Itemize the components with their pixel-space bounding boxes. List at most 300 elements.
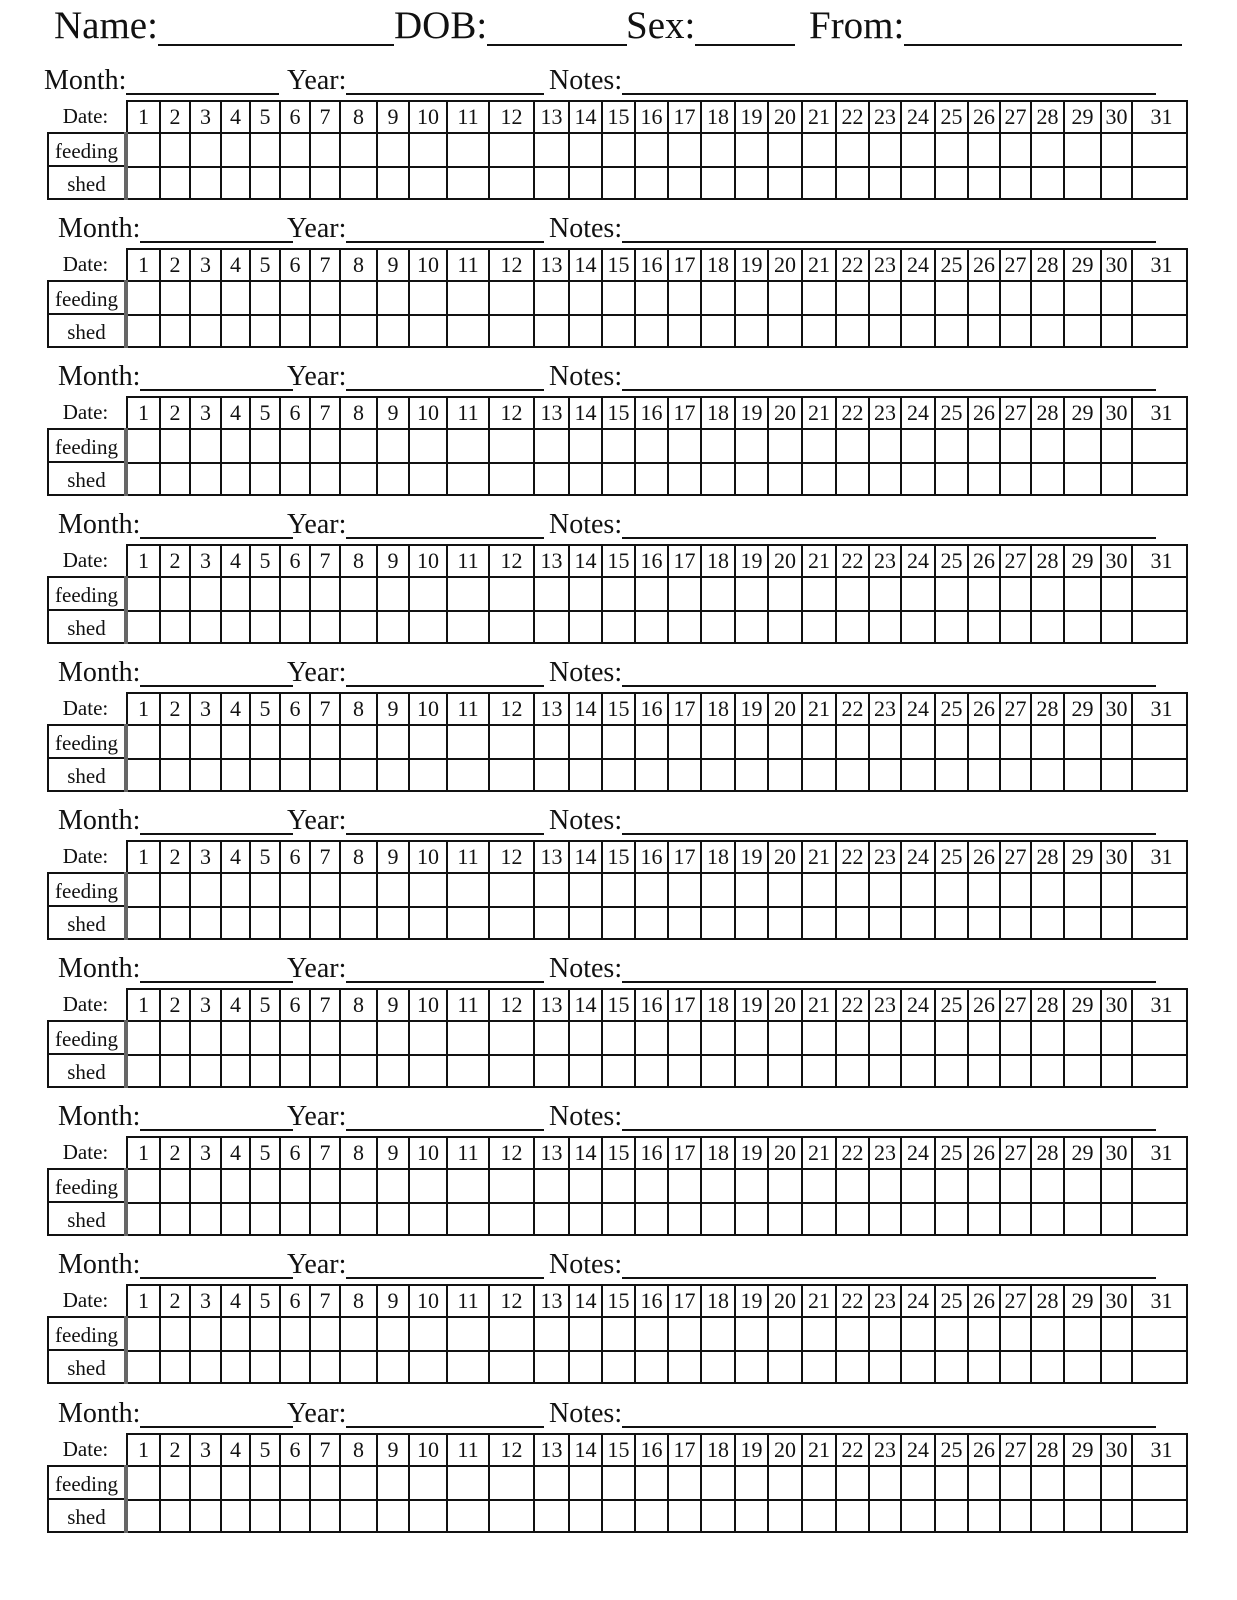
feeding-cell[interactable]: [902, 1170, 936, 1202]
shed-cell[interactable]: [837, 908, 870, 938]
from-field[interactable]: [809, 2, 1182, 48]
feeding-cell[interactable]: [378, 1318, 410, 1350]
feeding-cell[interactable]: [603, 1022, 636, 1054]
feeding-cell[interactable]: [1001, 1318, 1032, 1350]
shed-cell[interactable]: [128, 760, 161, 790]
feeding-cell[interactable]: [936, 578, 969, 610]
feeding-cell[interactable]: [969, 282, 1001, 314]
feeding-cell[interactable]: [410, 1467, 448, 1499]
feeding-cell[interactable]: [1065, 282, 1102, 314]
shed-cell[interactable]: [603, 1501, 636, 1531]
shed-cell[interactable]: [1001, 1501, 1032, 1531]
feeding-cell[interactable]: [1102, 726, 1133, 758]
shed-cell[interactable]: [669, 464, 702, 494]
shed-cell[interactable]: [161, 760, 191, 790]
shed-cell[interactable]: [669, 1352, 702, 1382]
feeding-cell[interactable]: [378, 134, 410, 166]
shed-cell[interactable]: [702, 760, 736, 790]
shed-cell[interactable]: [161, 168, 191, 198]
shed-cell[interactable]: [803, 168, 837, 198]
shed-cell[interactable]: [870, 1056, 902, 1086]
feeding-cell[interactable]: [902, 726, 936, 758]
feeding-cell[interactable]: [128, 726, 161, 758]
feeding-cell[interactable]: [837, 726, 870, 758]
feeding-cell[interactable]: [636, 578, 669, 610]
month-field[interactable]: [58, 210, 293, 245]
feeding-cell[interactable]: [490, 1318, 535, 1350]
feeding-cell[interactable]: [341, 726, 378, 758]
feeding-cell[interactable]: [161, 134, 191, 166]
shed-cell[interactable]: [410, 1352, 448, 1382]
feeding-cell[interactable]: [251, 874, 281, 906]
feeding-cell[interactable]: [410, 1170, 448, 1202]
feeding-cell[interactable]: [191, 282, 222, 314]
shed-cell[interactable]: [378, 168, 410, 198]
feeding-cell[interactable]: [570, 578, 603, 610]
shed-cell[interactable]: [251, 1056, 281, 1086]
feeding-cell[interactable]: [535, 1467, 570, 1499]
month-field[interactable]: [58, 654, 293, 689]
feeding-cell[interactable]: [378, 430, 410, 462]
feeding-cell[interactable]: [936, 1170, 969, 1202]
shed-cell[interactable]: [222, 168, 251, 198]
feeding-cell[interactable]: [870, 578, 902, 610]
feeding-cell[interactable]: [535, 578, 570, 610]
feeding-cell[interactable]: [870, 1170, 902, 1202]
shed-cell[interactable]: [1133, 612, 1190, 642]
feeding-cell[interactable]: [490, 578, 535, 610]
feeding-cell[interactable]: [410, 1318, 448, 1350]
shed-cell[interactable]: [969, 1204, 1001, 1234]
feeding-cell[interactable]: [1001, 430, 1032, 462]
shed-cell[interactable]: [636, 760, 669, 790]
shed-cell[interactable]: [128, 168, 161, 198]
feeding-cell[interactable]: [161, 430, 191, 462]
shed-cell[interactable]: [603, 1352, 636, 1382]
shed-cell[interactable]: [1102, 1056, 1133, 1086]
feeding-cell[interactable]: [837, 1467, 870, 1499]
shed-cell[interactable]: [803, 1501, 837, 1531]
feeding-cell[interactable]: [837, 1022, 870, 1054]
feeding-cell[interactable]: [128, 134, 161, 166]
shed-cell[interactable]: [1102, 760, 1133, 790]
shed-cell[interactable]: [341, 760, 378, 790]
shed-cell[interactable]: [902, 1352, 936, 1382]
feeding-cell[interactable]: [669, 430, 702, 462]
feeding-cell[interactable]: [969, 1318, 1001, 1350]
feeding-cell[interactable]: [702, 430, 736, 462]
shed-cell[interactable]: [311, 1056, 341, 1086]
shed-cell[interactable]: [969, 316, 1001, 346]
feeding-cell[interactable]: [191, 1318, 222, 1350]
shed-cell[interactable]: [490, 1056, 535, 1086]
feeding-cell[interactable]: [570, 1022, 603, 1054]
shed-cell[interactable]: [251, 1204, 281, 1234]
feeding-cell[interactable]: [736, 1467, 769, 1499]
shed-cell[interactable]: [448, 1204, 490, 1234]
name-field[interactable]: [54, 2, 394, 48]
feeding-cell[interactable]: [1001, 874, 1032, 906]
feeding-cell[interactable]: [1065, 1022, 1102, 1054]
shed-cell[interactable]: [1032, 316, 1065, 346]
shed-cell[interactable]: [1065, 1204, 1102, 1234]
feeding-cell[interactable]: [736, 1170, 769, 1202]
feeding-cell[interactable]: [603, 282, 636, 314]
shed-cell[interactable]: [378, 316, 410, 346]
shed-cell[interactable]: [936, 1204, 969, 1234]
shed-cell[interactable]: [736, 612, 769, 642]
feeding-cell[interactable]: [128, 1170, 161, 1202]
shed-cell[interactable]: [636, 168, 669, 198]
year-field[interactable]: [287, 358, 544, 393]
shed-cell[interactable]: [341, 1501, 378, 1531]
shed-cell[interactable]: [448, 1501, 490, 1531]
feeding-cell[interactable]: [1032, 134, 1065, 166]
shed-cell[interactable]: [341, 1204, 378, 1234]
shed-cell[interactable]: [1032, 1056, 1065, 1086]
feeding-cell[interactable]: [251, 1022, 281, 1054]
feeding-cell[interactable]: [803, 430, 837, 462]
feeding-cell[interactable]: [902, 1318, 936, 1350]
feeding-cell[interactable]: [535, 1022, 570, 1054]
notes-field[interactable]: [549, 62, 1156, 97]
feeding-cell[interactable]: [161, 1318, 191, 1350]
feeding-cell[interactable]: [570, 1318, 603, 1350]
feeding-cell[interactable]: [410, 430, 448, 462]
feeding-cell[interactable]: [736, 1022, 769, 1054]
shed-cell[interactable]: [161, 464, 191, 494]
month-field[interactable]: [58, 358, 293, 393]
feeding-cell[interactable]: [1065, 726, 1102, 758]
shed-cell[interactable]: [1032, 760, 1065, 790]
feeding-cell[interactable]: [736, 578, 769, 610]
feeding-cell[interactable]: [870, 1467, 902, 1499]
shed-cell[interactable]: [702, 1352, 736, 1382]
feeding-cell[interactable]: [969, 726, 1001, 758]
shed-cell[interactable]: [191, 168, 222, 198]
feeding-cell[interactable]: [1102, 1170, 1133, 1202]
feeding-cell[interactable]: [603, 874, 636, 906]
notes-line[interactable]: [622, 361, 1156, 391]
shed-cell[interactable]: [669, 612, 702, 642]
feeding-cell[interactable]: [603, 134, 636, 166]
shed-cell[interactable]: [803, 1204, 837, 1234]
shed-cell[interactable]: [535, 168, 570, 198]
feeding-cell[interactable]: [341, 1022, 378, 1054]
shed-cell[interactable]: [870, 1352, 902, 1382]
feeding-cell[interactable]: [636, 430, 669, 462]
feeding-cell[interactable]: [311, 282, 341, 314]
shed-cell[interactable]: [570, 316, 603, 346]
month-field[interactable]: [58, 1246, 293, 1281]
shed-cell[interactable]: [410, 760, 448, 790]
shed-cell[interactable]: [1001, 760, 1032, 790]
feeding-cell[interactable]: [311, 578, 341, 610]
shed-cell[interactable]: [837, 1501, 870, 1531]
shed-cell[interactable]: [410, 612, 448, 642]
shed-cell[interactable]: [378, 1204, 410, 1234]
shed-cell[interactable]: [341, 1352, 378, 1382]
month-line[interactable]: [126, 65, 279, 95]
shed-cell[interactable]: [803, 612, 837, 642]
shed-cell[interactable]: [1133, 1056, 1190, 1086]
shed-cell[interactable]: [222, 1056, 251, 1086]
shed-cell[interactable]: [936, 316, 969, 346]
feeding-cell[interactable]: [251, 134, 281, 166]
shed-cell[interactable]: [803, 908, 837, 938]
feeding-cell[interactable]: [1133, 1318, 1190, 1350]
shed-cell[interactable]: [191, 760, 222, 790]
shed-cell[interactable]: [378, 908, 410, 938]
shed-cell[interactable]: [128, 1056, 161, 1086]
feeding-cell[interactable]: [535, 874, 570, 906]
feeding-cell[interactable]: [702, 1318, 736, 1350]
feeding-cell[interactable]: [128, 1022, 161, 1054]
shed-cell[interactable]: [448, 168, 490, 198]
feeding-cell[interactable]: [448, 1170, 490, 1202]
shed-cell[interactable]: [1133, 1501, 1190, 1531]
feeding-cell[interactable]: [603, 430, 636, 462]
feeding-cell[interactable]: [702, 874, 736, 906]
feeding-cell[interactable]: [702, 282, 736, 314]
shed-cell[interactable]: [570, 1352, 603, 1382]
feeding-cell[interactable]: [281, 726, 311, 758]
shed-cell[interactable]: [969, 1501, 1001, 1531]
shed-cell[interactable]: [191, 1204, 222, 1234]
feeding-cell[interactable]: [936, 874, 969, 906]
shed-cell[interactable]: [969, 168, 1001, 198]
shed-cell[interactable]: [1001, 908, 1032, 938]
feeding-cell[interactable]: [1133, 1022, 1190, 1054]
shed-cell[interactable]: [281, 760, 311, 790]
feeding-cell[interactable]: [1065, 1318, 1102, 1350]
feeding-cell[interactable]: [222, 1318, 251, 1350]
shed-cell[interactable]: [870, 908, 902, 938]
feeding-cell[interactable]: [837, 578, 870, 610]
shed-cell[interactable]: [1065, 612, 1102, 642]
shed-cell[interactable]: [936, 760, 969, 790]
feeding-cell[interactable]: [535, 1170, 570, 1202]
shed-cell[interactable]: [1032, 1204, 1065, 1234]
feeding-cell[interactable]: [736, 134, 769, 166]
feeding-cell[interactable]: [1133, 134, 1190, 166]
feeding-cell[interactable]: [1032, 726, 1065, 758]
notes-line[interactable]: [622, 65, 1156, 95]
shed-cell[interactable]: [191, 1501, 222, 1531]
shed-cell[interactable]: [490, 168, 535, 198]
shed-cell[interactable]: [1065, 760, 1102, 790]
feeding-cell[interactable]: [490, 1022, 535, 1054]
year-line[interactable]: [346, 1101, 544, 1131]
feeding-cell[interactable]: [1133, 1170, 1190, 1202]
feeding-cell[interactable]: [378, 726, 410, 758]
feeding-cell[interactable]: [603, 726, 636, 758]
shed-cell[interactable]: [603, 464, 636, 494]
feeding-cell[interactable]: [161, 1467, 191, 1499]
feeding-cell[interactable]: [1001, 282, 1032, 314]
shed-cell[interactable]: [1102, 1501, 1133, 1531]
feeding-cell[interactable]: [603, 1318, 636, 1350]
feeding-cell[interactable]: [1032, 1318, 1065, 1350]
shed-cell[interactable]: [378, 612, 410, 642]
feeding-cell[interactable]: [1032, 282, 1065, 314]
shed-cell[interactable]: [603, 316, 636, 346]
month-field[interactable]: [58, 950, 293, 985]
feeding-cell[interactable]: [1032, 430, 1065, 462]
feeding-cell[interactable]: [870, 430, 902, 462]
feeding-cell[interactable]: [636, 282, 669, 314]
shed-cell[interactable]: [1001, 316, 1032, 346]
shed-cell[interactable]: [161, 612, 191, 642]
shed-cell[interactable]: [535, 1204, 570, 1234]
feeding-cell[interactable]: [410, 874, 448, 906]
shed-cell[interactable]: [1133, 1204, 1190, 1234]
shed-cell[interactable]: [191, 1352, 222, 1382]
month-field[interactable]: [58, 1395, 293, 1430]
shed-cell[interactable]: [969, 464, 1001, 494]
notes-line[interactable]: [622, 1101, 1156, 1131]
year-line[interactable]: [346, 657, 544, 687]
name-line[interactable]: [158, 6, 394, 46]
shed-cell[interactable]: [669, 168, 702, 198]
shed-cell[interactable]: [803, 1056, 837, 1086]
year-field[interactable]: [287, 1098, 544, 1133]
feeding-cell[interactable]: [222, 1022, 251, 1054]
feeding-cell[interactable]: [535, 726, 570, 758]
notes-field[interactable]: [549, 210, 1156, 245]
feeding-cell[interactable]: [702, 726, 736, 758]
shed-cell[interactable]: [936, 1501, 969, 1531]
feeding-cell[interactable]: [902, 430, 936, 462]
shed-cell[interactable]: [251, 612, 281, 642]
shed-cell[interactable]: [281, 1204, 311, 1234]
shed-cell[interactable]: [128, 612, 161, 642]
shed-cell[interactable]: [936, 464, 969, 494]
shed-cell[interactable]: [281, 1056, 311, 1086]
feeding-cell[interactable]: [191, 726, 222, 758]
shed-cell[interactable]: [1133, 168, 1190, 198]
shed-cell[interactable]: [570, 612, 603, 642]
feeding-cell[interactable]: [311, 430, 341, 462]
feeding-cell[interactable]: [448, 726, 490, 758]
feeding-cell[interactable]: [1032, 578, 1065, 610]
shed-cell[interactable]: [669, 908, 702, 938]
shed-cell[interactable]: [311, 1501, 341, 1531]
feeding-cell[interactable]: [936, 1318, 969, 1350]
shed-cell[interactable]: [281, 464, 311, 494]
shed-cell[interactable]: [636, 464, 669, 494]
month-line[interactable]: [140, 805, 293, 835]
shed-cell[interactable]: [1133, 908, 1190, 938]
shed-cell[interactable]: [251, 168, 281, 198]
shed-cell[interactable]: [570, 760, 603, 790]
shed-cell[interactable]: [636, 612, 669, 642]
feeding-cell[interactable]: [803, 578, 837, 610]
shed-cell[interactable]: [1102, 908, 1133, 938]
feeding-cell[interactable]: [490, 1467, 535, 1499]
feeding-cell[interactable]: [222, 430, 251, 462]
shed-cell[interactable]: [410, 464, 448, 494]
shed-cell[interactable]: [603, 168, 636, 198]
feeding-cell[interactable]: [251, 430, 281, 462]
shed-cell[interactable]: [702, 316, 736, 346]
shed-cell[interactable]: [870, 1204, 902, 1234]
feeding-cell[interactable]: [191, 874, 222, 906]
feeding-cell[interactable]: [936, 1467, 969, 1499]
notes-line[interactable]: [622, 953, 1156, 983]
shed-cell[interactable]: [311, 464, 341, 494]
feeding-cell[interactable]: [410, 578, 448, 610]
feeding-cell[interactable]: [311, 1318, 341, 1350]
shed-cell[interactable]: [1001, 1352, 1032, 1382]
feeding-cell[interactable]: [378, 1022, 410, 1054]
shed-cell[interactable]: [311, 1352, 341, 1382]
shed-cell[interactable]: [936, 612, 969, 642]
shed-cell[interactable]: [161, 1501, 191, 1531]
shed-cell[interactable]: [1001, 612, 1032, 642]
feeding-cell[interactable]: [936, 1022, 969, 1054]
shed-cell[interactable]: [769, 1204, 803, 1234]
feeding-cell[interactable]: [769, 1170, 803, 1202]
shed-cell[interactable]: [128, 1352, 161, 1382]
shed-cell[interactable]: [902, 1204, 936, 1234]
feeding-cell[interactable]: [803, 1467, 837, 1499]
shed-cell[interactable]: [535, 1501, 570, 1531]
shed-cell[interactable]: [969, 908, 1001, 938]
shed-cell[interactable]: [702, 612, 736, 642]
shed-cell[interactable]: [378, 464, 410, 494]
feeding-cell[interactable]: [769, 1022, 803, 1054]
feeding-cell[interactable]: [251, 1318, 281, 1350]
notes-field[interactable]: [549, 802, 1156, 837]
shed-cell[interactable]: [535, 464, 570, 494]
feeding-cell[interactable]: [936, 134, 969, 166]
shed-cell[interactable]: [341, 612, 378, 642]
shed-cell[interactable]: [1065, 1056, 1102, 1086]
feeding-cell[interactable]: [191, 1170, 222, 1202]
feeding-cell[interactable]: [1065, 874, 1102, 906]
month-line[interactable]: [140, 1249, 293, 1279]
shed-cell[interactable]: [410, 1501, 448, 1531]
shed-cell[interactable]: [410, 1056, 448, 1086]
shed-cell[interactable]: [902, 760, 936, 790]
shed-cell[interactable]: [736, 1501, 769, 1531]
feeding-cell[interactable]: [281, 1318, 311, 1350]
feeding-cell[interactable]: [341, 134, 378, 166]
feeding-cell[interactable]: [870, 1318, 902, 1350]
shed-cell[interactable]: [128, 1501, 161, 1531]
feeding-cell[interactable]: [535, 282, 570, 314]
shed-cell[interactable]: [448, 1352, 490, 1382]
shed-cell[interactable]: [490, 1352, 535, 1382]
shed-cell[interactable]: [936, 1352, 969, 1382]
feeding-cell[interactable]: [837, 282, 870, 314]
feeding-cell[interactable]: [803, 726, 837, 758]
feeding-cell[interactable]: [636, 726, 669, 758]
shed-cell[interactable]: [570, 1501, 603, 1531]
feeding-cell[interactable]: [603, 578, 636, 610]
feeding-cell[interactable]: [870, 134, 902, 166]
shed-cell[interactable]: [603, 760, 636, 790]
dob-line[interactable]: [487, 6, 627, 46]
shed-cell[interactable]: [281, 316, 311, 346]
shed-cell[interactable]: [1065, 1352, 1102, 1382]
feeding-cell[interactable]: [341, 578, 378, 610]
shed-cell[interactable]: [969, 1352, 1001, 1382]
feeding-cell[interactable]: [837, 1318, 870, 1350]
shed-cell[interactable]: [1102, 612, 1133, 642]
feeding-cell[interactable]: [448, 1467, 490, 1499]
